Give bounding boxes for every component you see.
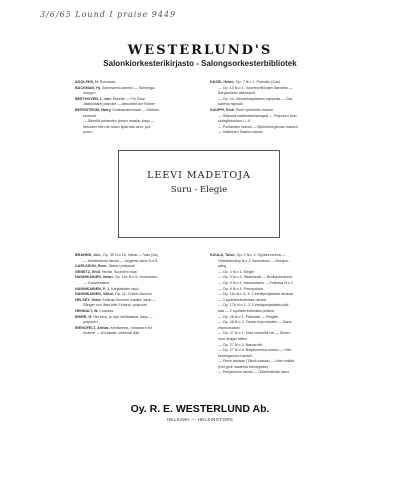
catalog-composer: CARLSSON, Sven. [75,264,108,269]
catalog-work: hoanne — Korakake, cellonial dän [83,331,140,336]
catalog-work: — Op. 9 N:o 4. Kansanlaulu — Folkvisa N:o 2 [218,280,294,285]
catalog-composer: HANNIKAINEN, Väinö, [75,292,114,297]
catalog-bottom-right [210,253,335,376]
catalog-work: Karjalaisten laulu [111,286,140,291]
catalog-work: — Op. 27 N:o 3. Barcarolle [218,342,263,347]
catalog-composer: KASSI, Heino, [210,80,235,84]
catalog-composer: IRENOFELT, Armas. [75,325,110,330]
catalog-work: Staran petpourri [108,264,136,269]
catalog-composer: ADOLPHS, H. [75,80,99,84]
catalog-work: — Porilaisten marssi — Björneborgarnas marsch [218,124,298,129]
catalog-entry [210,130,330,136]
catalog-composer: KAUPPI, Emil. [210,107,235,112]
catalog-work: — Conversation [83,280,110,285]
catalog-work: — Pohjalainen tanssi — Österbottnisk dans [218,370,290,375]
catalog-work: serenad [83,113,97,118]
catalog-composer: HENNALT, W. [75,308,99,313]
handwritten-note: 3/6/65 Lound I praise 9449 [40,10,177,19]
catalog-composer: GENETZ, Emil. [75,269,101,274]
catalog-work: — Op. 10 N:o 1. Vuorenpeikkojen illanvirta — [218,85,293,90]
catalog-work: Op. 39 N:o 15. Valssi — Vals (As) [102,253,158,257]
catalog-composer: BACKMAN, Hj. [75,85,101,90]
catalog-work: Jäähyväiset pianolle — Abschied am Klavier [83,102,156,107]
catalog-work: (Det gick maderns tidmeglobe) [218,364,269,369]
series-subtitle: Salonkiorkesterikirjasto - Salongsorkesterbibliotek [103,59,297,68]
catalog-work: — Op. 27 N:o 4. Neljänniessa marssi — Hök- [218,348,293,353]
catalog-work: Romance [99,80,116,84]
catalog-work: Sommarmi-sammo — Sömlinga- [101,85,156,90]
catalog-work: — Op. 9 N:o 4. Pirunpolska [218,286,263,291]
catalog-composer: IRDER, H. [75,314,93,319]
catalog-composer: BERGSTRÖM, Harry. [75,107,112,112]
catalog-composer: BRAHMS, Joh., [75,253,102,257]
catalog-work: pourri [83,130,93,135]
catalog-work: Op. 2 N:o 1. Syystunnelma — [236,253,286,257]
catalog-work: — Valkoinen Saarto marssi [218,130,263,135]
catalog-work: — Op. 17b N:o 1, 2. 2 eteläpohjalaista polk- [218,303,290,308]
catalog-work: Hei stop, jo myt toil tikaakia, karju — [93,314,153,319]
catalog-work: karelsk rapsodi [218,102,243,107]
catalog-work: improvisation [218,325,240,330]
catalog-work: — Op. 44. Vienankarjalainen rapsodia — Öst- [218,96,293,101]
publisher-city: HELSINKI — HELSINGFORS [166,417,234,422]
catalog-work: potpourri [83,320,98,325]
catalog-entry [75,130,205,136]
catalog-top-left [75,80,205,136]
catalog-work: Kaikuja Suomen maalta, karju — [102,297,157,302]
publisher-name: Oy. R. E. WESTERLUND Ab. [130,403,270,415]
catalog-composer: HANNIKAINEN, Ilmari, [75,275,114,280]
catalog-work: — Piece ballade (Tämä vastaa) — Liten ballad [218,359,295,364]
catalog-work: — Op. 3 N:o 3. Häämarssi — Bröllopsmarsch [218,275,293,280]
catalog-work: — Op. 27 N:o 1. Virta venheltä vie — Ström- [218,331,291,336]
catalog-entry [75,331,205,337]
composer-name: LEEVI MADETOJA [147,170,251,181]
work-title: Suru - Elegie [170,185,228,195]
catalog-bottom-left [75,253,205,337]
catalog-work: Op. 11. Chant d'amour [114,292,152,297]
catalog-work: — 3 sydösterbottniska danser [218,297,267,302]
catalog-composer: HELSEY, Olavi. [75,297,102,302]
catalog-work: Pieni rykmentin marssi [235,107,273,112]
catalog-work: Kerakeima, romansen for [110,325,153,330]
catalog-work: Herää, Suomeni maa [101,269,137,274]
catalog-work: bekringarnes marsch [218,353,253,358]
catalog-composer: KUULA, Toivo, [210,253,236,257]
catalog-entry [210,370,335,376]
catalog-work: — Unkarilainen tanssi — Ungersk dans N:o 5. [83,258,159,263]
catalog-composer: HANNIKAINEN, P. J. [75,286,110,291]
catalog-work: Op. 11b N:o 5. Keskustelu [114,275,158,280]
catalog-work: — Op. 26 N:o 2. Tanssi-improvisatio — Dans- [218,320,293,325]
catalog-work: — Op. 3 N:o 1. Elegie [218,269,254,274]
catalog-work: Melodier från de tusen sjöarnas land, pot- [83,124,152,129]
catalog-work: sång [218,264,226,269]
catalog-work: skärgårdsvisor I—II [218,119,250,124]
catalog-work: — Sävellä tuhansien järven maalla, karju — [83,119,155,124]
catalog-top-right [210,80,330,136]
catalog-work: Kukkasoserenadi — Kärleks- [112,107,160,112]
catalog-work: Ekselia — Für Elise [112,96,145,101]
catalog-work: Op. 7 N:o 1. Preludie (Cas) [235,80,281,84]
catalog-work: Höststämning N:o 2. Aamulaulu — Morgon- [218,258,290,263]
catalog-composer: BEETHOVEN, L. van. [75,96,112,101]
brand-title: WESTERLUND'S [127,43,273,58]
catalog-work: — Op. 26 N:o 1. Pikkolaki — Ringlek [218,314,279,319]
catalog-work: morgon [83,91,96,96]
catalog-work: kaa — 2 sydösterbottniska polskor [218,308,275,313]
catalog-work: men drager båten [218,336,248,341]
catalog-work: Bergtrollens aftonsport [218,91,256,96]
catalog-work: — Sikkarat saarteelainiamapaj — Potpourri över [218,113,297,118]
catalog-work: Sånger och låtar från Finland, potpourri [83,303,148,308]
catalog-work: — Op. 11a N:o 3, 4, 2 eteläpohjalaista tanssia [218,292,293,297]
catalog-work: Csardas [99,308,114,313]
